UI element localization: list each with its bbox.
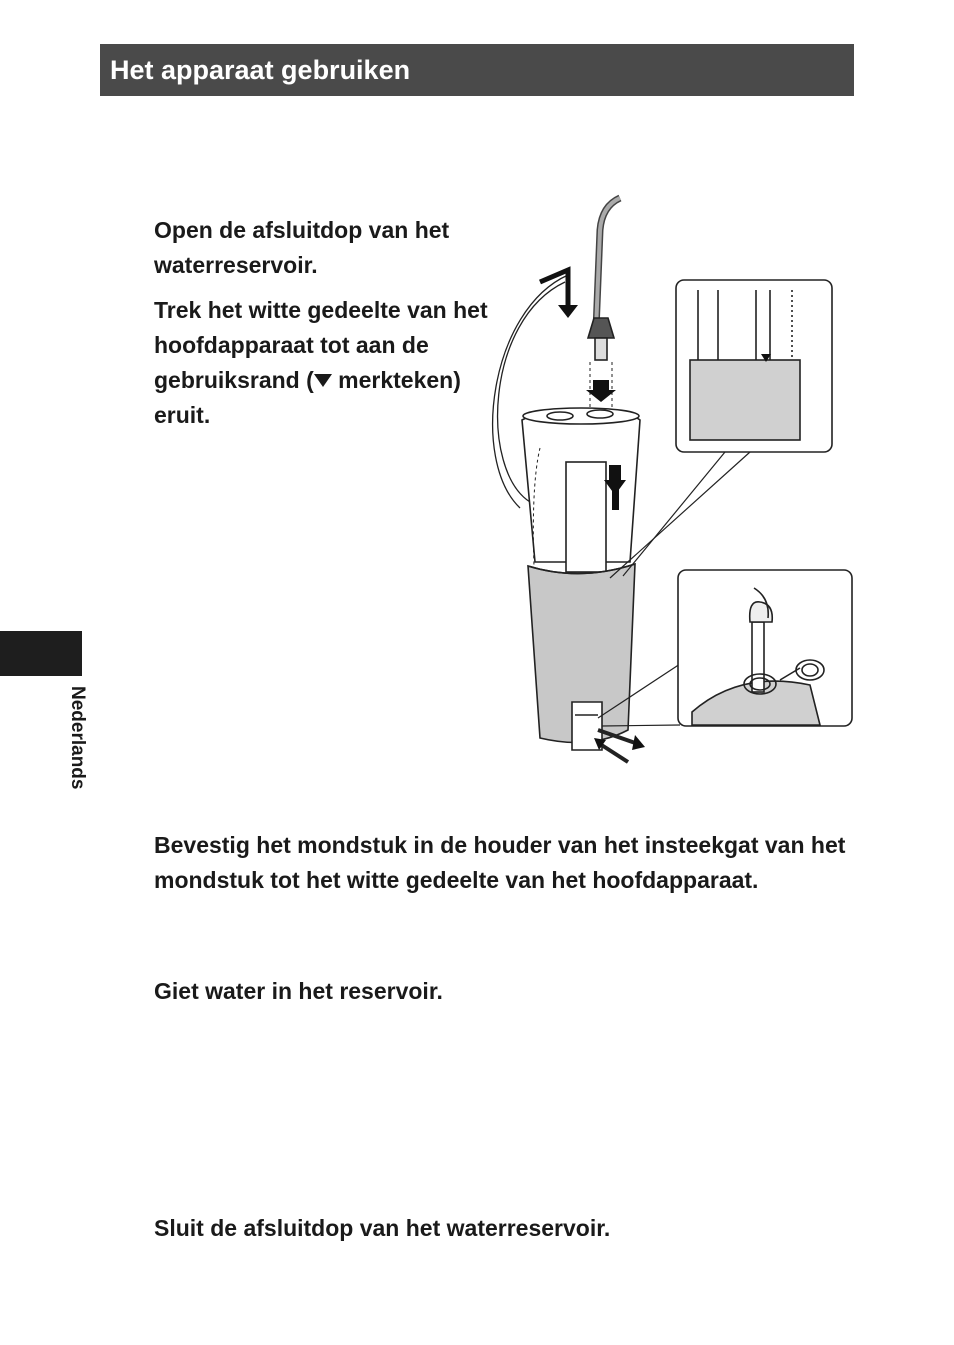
step-1-line-2: Trek het witte gedeelte van het hoofdapparaat tot aan de gebruiksrand ( merkteken) eruit. bbox=[154, 297, 488, 428]
step-4-text: Sluit de afsluitdop van het waterreservoir. bbox=[154, 1215, 611, 1241]
step-1 bbox=[154, 213, 499, 433]
step-4 bbox=[154, 1211, 854, 1246]
language-label: Nederlands bbox=[67, 686, 88, 790]
language-tab bbox=[0, 631, 82, 676]
step-1-line-1: Open de afsluitdop van het waterreservoir. bbox=[154, 217, 450, 278]
section-title: Het apparaat gebruiken bbox=[110, 54, 411, 85]
step-2-text: Bevestig het mondstuk in de houder van het insteekgat van het mondstuk tot het witte gedeelte van het hoofdapparaat. bbox=[154, 832, 846, 893]
step-3 bbox=[154, 974, 854, 1009]
triangle-marker-icon bbox=[314, 374, 332, 387]
section-header bbox=[100, 44, 854, 96]
device-illustration bbox=[480, 190, 860, 780]
step-2 bbox=[154, 828, 854, 898]
step-3-text: Giet water in het reservoir. bbox=[154, 978, 443, 1004]
